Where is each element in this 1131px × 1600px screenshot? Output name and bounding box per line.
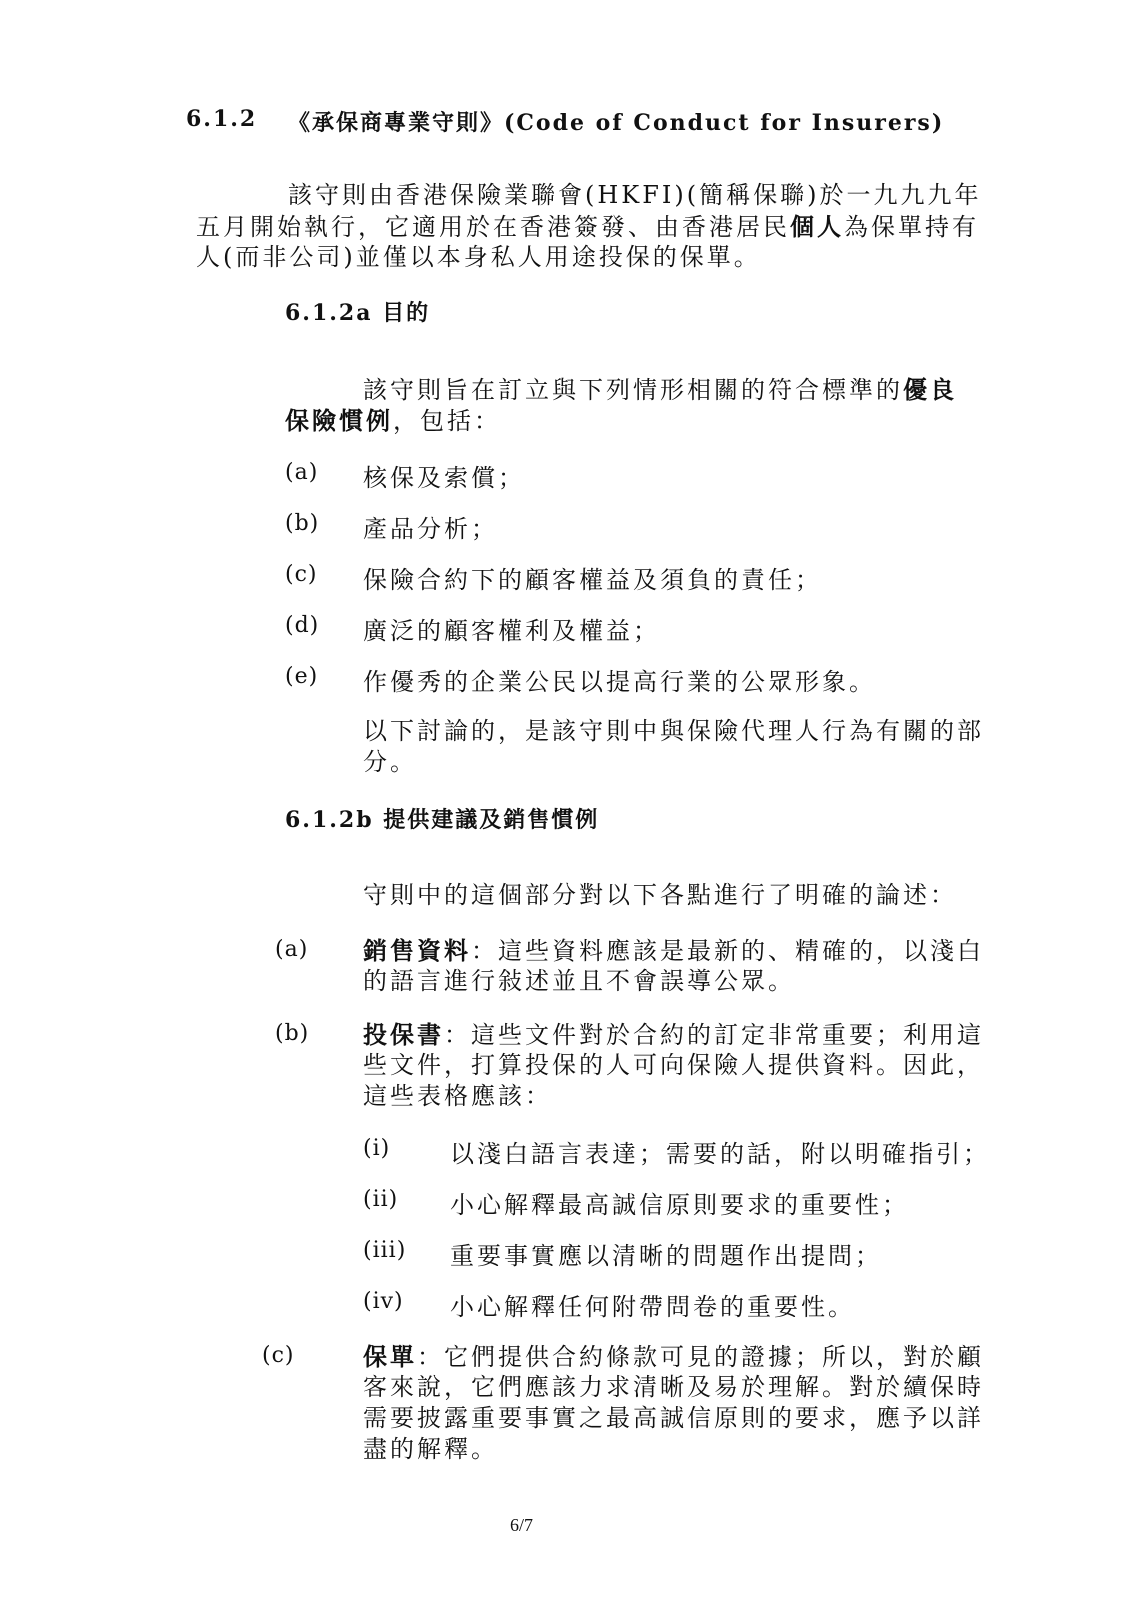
intro-line-3: 人(而非公司)並僅以本身私人用途投保的保單。 bbox=[196, 243, 761, 271]
proposal-term: 投保書 bbox=[363, 1020, 444, 1049]
purpose-bold-2: 保險慣例 bbox=[285, 406, 393, 435]
purpose-bold-1: 優良 bbox=[903, 375, 957, 404]
list-item: 核保及索償； bbox=[363, 464, 525, 492]
policy-line-3: 需要披露重要事實之最高誠信原則的要求，應予以詳 bbox=[363, 1404, 984, 1432]
page-number: 6/7 bbox=[510, 1515, 534, 1535]
proposal-line-1: 投保書：這些文件對於合約的訂定非常重要；利用這 bbox=[363, 1020, 984, 1049]
list-marker: (b) bbox=[285, 511, 320, 536]
sublist-item: 小心解釋最高誠信原則要求的重要性； bbox=[450, 1191, 909, 1219]
policy-line-2: 客來說，它們應該力求清晰及易於理解。對於續保時 bbox=[363, 1373, 984, 1401]
list-marker: (c) bbox=[262, 1343, 295, 1368]
list-item: 產品分析； bbox=[363, 515, 498, 543]
list-marker: (e) bbox=[285, 664, 319, 689]
intro-line-2: 五月開始執行，它適用於在香港簽發、由香港居民個人為保單持有 bbox=[196, 212, 979, 241]
list-item: 作優秀的企業公民以提高行業的公眾形象。 bbox=[363, 668, 876, 696]
list-marker: (c) bbox=[285, 562, 318, 587]
sublist-marker: (iii) bbox=[363, 1238, 407, 1263]
sublist-marker: (iv) bbox=[363, 1289, 404, 1314]
list-marker: (a) bbox=[275, 937, 309, 962]
sales-material-term: 銷售資料 bbox=[363, 936, 471, 965]
intro-line-1: 該守則由香港保險業聯會(HKFI)(簡稱保聯)於一九九九年 bbox=[288, 181, 982, 209]
purpose-line-2: 保險慣例，包括： bbox=[285, 406, 501, 435]
subsection-b-heading: 6.1.2b 提供建議及銷售慣例 bbox=[285, 807, 600, 833]
sublist-item: 重要事實應以清晰的問題作出提問； bbox=[450, 1242, 882, 1270]
proposal-line-3: 這些表格應該： bbox=[363, 1082, 552, 1110]
list-marker: (b) bbox=[275, 1021, 310, 1046]
purpose-line-1: 該守則旨在訂立與下列情形相關的符合標準的優良 bbox=[363, 375, 957, 404]
policy-term: 保單 bbox=[363, 1342, 417, 1371]
sublist-item: 以淺白語言表達；需要的話，附以明確指引； bbox=[450, 1140, 990, 1168]
sublist-item: 小心解釋任何附帶問卷的重要性。 bbox=[450, 1293, 855, 1321]
sales-material-line-1: 銷售資料：這些資料應該是最新的、精確的，以淺白 bbox=[363, 936, 984, 965]
list-item: 廣泛的顧客權利及權益； bbox=[363, 617, 660, 645]
proposal-line-2: 些文件，打算投保的人可向保險人提供資料。因此， bbox=[363, 1051, 984, 1079]
list-item: 保險合約下的顧客權益及須負的責任； bbox=[363, 566, 822, 594]
sublist-marker: (ii) bbox=[363, 1187, 399, 1212]
list-marker: (d) bbox=[285, 613, 320, 638]
subsection-a-heading: 6.1.2a 目的 bbox=[285, 300, 431, 326]
advice-intro: 守則中的這個部分對以下各點進行了明確的論述： bbox=[363, 881, 957, 909]
note-line-2: 分。 bbox=[363, 748, 417, 776]
note-line-1: 以下討論的，是該守則中與保險代理人行為有關的部 bbox=[363, 717, 984, 745]
list-marker: (a) bbox=[285, 460, 319, 485]
policy-line-4: 盡的解釋。 bbox=[363, 1435, 498, 1463]
section-title: 《承保商專業守則》(Code of Conduct for Insurers) bbox=[288, 110, 945, 136]
sublist-marker: (i) bbox=[363, 1136, 391, 1161]
sales-material-line-2: 的語言進行敍述並且不會誤導公眾。 bbox=[363, 967, 795, 995]
section-number: 6.1.2 bbox=[186, 106, 258, 132]
intro-bold-term: 個人 bbox=[790, 212, 844, 241]
policy-line-1: 保單：它們提供合約條款可見的證據；所以，對於顧 bbox=[363, 1342, 984, 1371]
